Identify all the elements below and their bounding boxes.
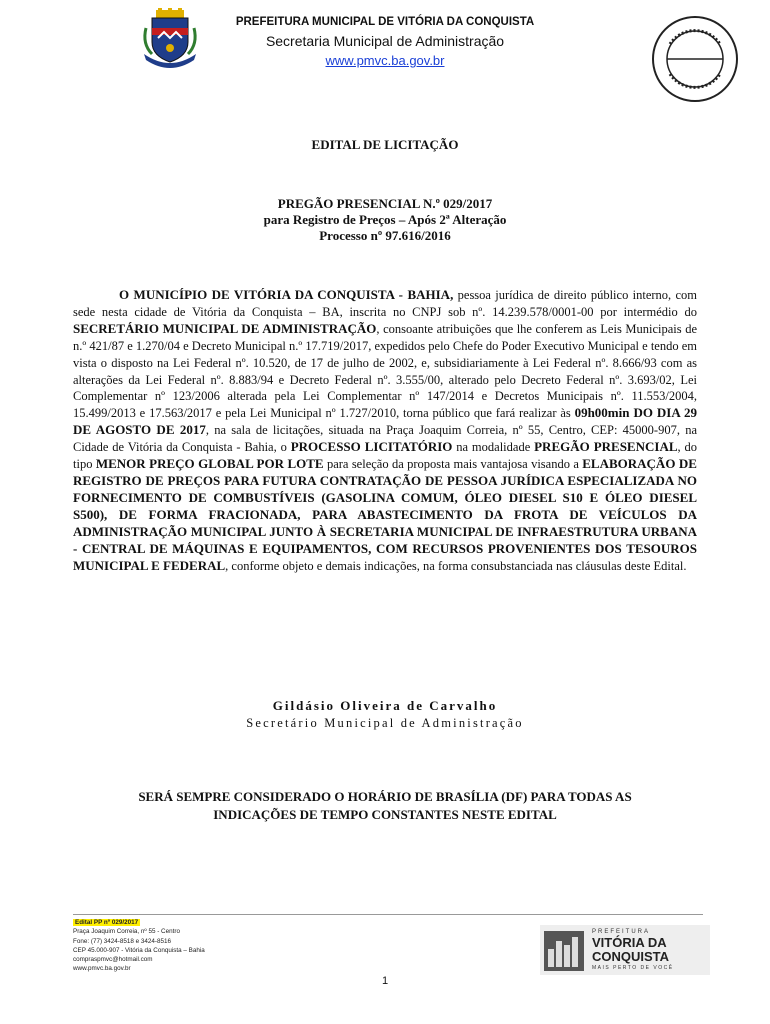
document-title: EDITAL DE LICITAÇÃO — [311, 137, 459, 152]
page-number: 1 — [381, 975, 389, 987]
official-stamp-icon — [650, 14, 740, 104]
pregao-subtitle: para Registro de Preços – Após 2ª Alteração — [263, 212, 507, 227]
edital-preamble: O MUNICÍPIO DE VITÓRIA DA CONQUISTA - BAHIA, pessoa jurídica de direito público interno, com sede nesta cidade de Vitória da Conquista – BA, inscrita no CNPJ sob nº. 14.239.578/0001-00 por intermédio do SECRETÁRIO MUNICIPAL DE ADMINISTRAÇÃO, consoante atribuições que lhe conferem as Leis Municipais de n.º 421/87 e 1.270/04 e Decreto Municipal n.º 17.719/2017, expedidos pelo Chefe do Poder Executivo Municipal e tendo em vista o disposto na Lei Federal nº. 10.520, de 17 de julho de 2002, e, subsidiariamente à Lei Federal nº. 8.666/93 com as alterações da Lei Federal nº. 8.883/94 e Decreto Federal nº. 3.555/00, alterado pelo Decreto Federal nº. 3.693/02, Lei Complementar nº 123/2006 alterada pela Lei Complementar nº 147/2014 e Decretos Municipais nº. 11.553/2004, 15.499/2013 e 17.563/2017 e pela Lei Municipal nº 1.727/2010, torna público que fará realizar às 09h00min DO DIA 29 DE AGOSTO DE 2017, na sala de licitações, situada na Praça Joaquim Correia, nº 55, Centro, CEP: 45000-907, na Cidade de Vitória da Conquista - Bahia, o PROCESSO LICITATÓRIO na modalidade PREGÃO PRESENCIAL, do tipo MENOR PREÇO GLOBAL POR LOTE para seleção da proposta mais vantajosa visando a ELABORAÇÃO DE REGISTRO DE PREÇOS PARA FUTURA CONTRATAÇÃO DE PESSOA JURÍDICA ESPECIALIZADA NO FORNECIMENTO DE COMBUSTÍVEIS (GASOLINA COMUM, ÓLEO DIESEL S10 E ÓLEO DIESEL S500), DE FORMA FRACIONADA, PARA ABASTECIMENTO DA FROTA DE VEÍCULOS DA ADMINISTRAÇÃO MUNICIPAL JUNTO À SECRETARIA MUNICIPAL DE INFRAESTRUTURA URBANA - CENTRAL DE MÁQUINAS E EQUIPAMENTOS, COM RECURSOS PROVENIENTES DOS TESOUROS MUNICIPAL E FEDERAL, conforme objeto e demais indicações, na forma consubstanciada nas cláusulas deste Edital. — [73, 287, 698, 573]
signatory-role: Secretário Municipal de Administração — [246, 716, 524, 730]
logo-conquista: CONQUISTA — [592, 949, 670, 964]
brasilia-time-notice: SERÁ SEMPRE CONSIDERADO O HORÁRIO DE BRASÍLIA (DF) PARA TODAS AS INDICAÇÕES DE TEMPO CONSTANTES NESTE EDITAL — [138, 789, 632, 822]
header-department: Secretaria Municipal de Administração — [265, 33, 505, 49]
pregao-number: PREGÃO PRESENCIAL N.º 029/2017 — [277, 196, 493, 211]
signatory-name: Gildásio Oliveira de Carvalho — [272, 698, 498, 713]
footer-address: Praça Joaquim Correia, nº 55 - Centro — [73, 928, 180, 936]
process-number: Processo nº 97.616/2016 — [319, 228, 451, 243]
footer-edital-tag: Edital PP nº 029/2017 — [75, 919, 139, 926]
city-skyline-icon — [542, 929, 586, 973]
footer-email[interactable]: compraspmvc@hotmail.com — [73, 956, 153, 964]
header-url-link[interactable]: www.pmvc.ba.gov.br — [325, 53, 445, 68]
footer-divider — [73, 914, 703, 915]
prefeitura-logo — [540, 925, 710, 975]
logo-prefeitura: PREFEITURA — [592, 929, 651, 935]
logo-slogan: MAIS PERTO DE VOCÊ — [592, 965, 674, 971]
logo-vitoria: VITÓRIA DA — [592, 935, 667, 950]
footer-contact — [73, 918, 373, 974]
footer-site[interactable]: www.pmvc.ba.gov.br — [73, 965, 131, 973]
footer-phone: Fone: (77) 3424-8518 e 3424-8516 — [73, 937, 172, 945]
footer-cep: CEP 45.000-907 - Vitória da Conquista – Bahia — [73, 946, 205, 954]
header-org: PREFEITURA MUNICIPAL DE VITÓRIA DA CONQUISTA — [235, 16, 535, 28]
